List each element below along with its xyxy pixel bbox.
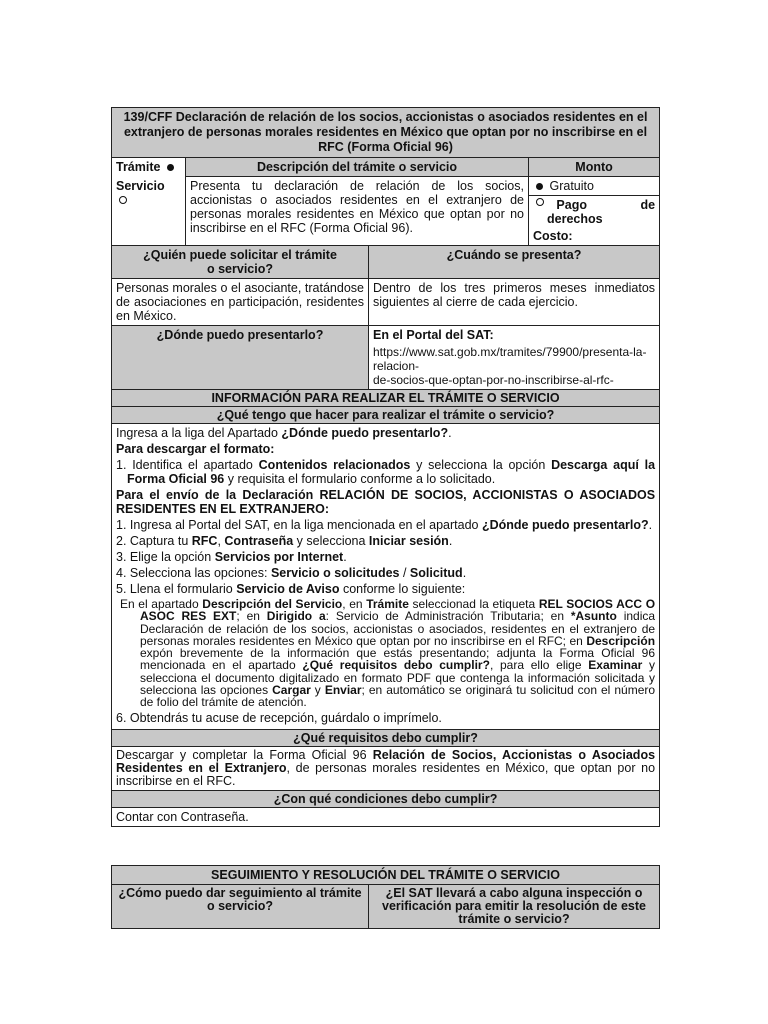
- procedure-sheet: [111, 107, 659, 827]
- followup-section-header: SEGUIMIENTO Y RESOLUCIÓN DEL TRÁMITE O SERVICIO: [112, 866, 660, 885]
- tramite-label: Trámite: [116, 160, 161, 174]
- send-step-6: 6. Obtendrás tu acuse de recepción, guárdalo o imprímelo.: [116, 710, 442, 725]
- followup-question-1: ¿Cómo puedo dar seguimiento al trámite o servicio?: [112, 885, 369, 929]
- send-step-5: 5. Llena el formulario Servicio de Aviso conforme lo siguiente:: [116, 582, 466, 596]
- servicio-label: Servicio: [116, 178, 165, 193]
- who-text: Personas morales o el asociante, tratándose de asociaciones en participación, residentes en México.: [112, 279, 369, 326]
- conditions-header: ¿Con qué condiciones debo cumplir?: [112, 790, 660, 807]
- conditions-text: Contar con Contraseña.: [112, 807, 660, 826]
- send-step-2: 2. Captura tu RFC, Contraseña y selecciona Iniciar sesión.: [116, 534, 453, 548]
- where-cell: [369, 326, 660, 390]
- portal-label: En el Portal del SAT:: [373, 328, 494, 342]
- download-step-1: 1. Identifica el apartado Contenidos relacionados y selecciona la opción Descarga aquí la Forma Oficial 96 y requisita el formulario conforme a lo solicitado.: [116, 458, 656, 486]
- procedure-title: 139/CFF Declaración de relación de los socios, accionistas o asociados residentes en el extranjero de personas morales residentes en México que optan por no inscribirse en el RFC (Forma Oficial 96): [112, 108, 660, 158]
- when-text: Dentro de los tres primeros meses inmediatos siguientes al cierre de cada ejercicio.: [369, 279, 660, 326]
- send-step-4: 4. Selecciona las opciones: Servicio o solicitudes / Solicitud.: [116, 566, 467, 580]
- followup-table: [111, 865, 660, 929]
- gratuito-option: [529, 177, 659, 196]
- info-section-header: INFORMACIÓN PARA REALIZAR EL TRÁMITE O SERVICIO: [112, 390, 660, 407]
- radio-empty-icon: [119, 196, 127, 204]
- steps-cell: [112, 424, 660, 730]
- servicio-option: [112, 177, 186, 246]
- tramite-option: [112, 158, 186, 177]
- monto-header: Monto: [529, 158, 660, 177]
- description-text: Presenta tu declaración de relación de los socios, accionistas o asociados residentes en el extranjero de personas morales residentes en México que optan por no inscribirse en el RFC (Forma Oficial 96).: [186, 177, 529, 246]
- requirements-header: ¿Qué requisitos debo cumplir?: [112, 729, 660, 746]
- requirements-text: Descargar y completar la Forma Oficial 96 Relación de Socios, Accionistas o Asociados Residentes en el Extranjero, de personas morales residentes en México, que optan por no inscribirse en el RFC.: [112, 746, 660, 790]
- who-header: ¿Quién puede solicitar el trámite o servicio?: [112, 246, 369, 279]
- step-intro: Ingresa a la liga del Apartado ¿Dónde puedo presentarlo?.: [116, 426, 452, 440]
- followup-question-2: ¿El SAT llevará a cabo alguna inspección o verificación para emitir la resolución de este trámite o servicio?: [369, 885, 660, 929]
- where-label: ¿Dónde puedo presentarlo?: [112, 326, 369, 390]
- pago-option: [529, 196, 659, 245]
- monto-cell: [529, 177, 660, 246]
- radio-filled-icon: [536, 183, 543, 190]
- costo-label: Costo:: [533, 229, 573, 243]
- followup-section: [111, 865, 659, 929]
- form-instructions: En el apartado Descripción del Servicio, en Trámite seleccionad la etiqueta REL SOCIOS ACC O ASOC RES EXT; en Dirigido a: Servicio de Administración Tributaria; en *Asunto indica Declaración de relación de los socios, accionistas o asociados, residentes en el extranjero de personas morales residentes en México que optan por no inscribirse en el RFC; en Descripción expón brevemente de la información que estás presentando; adjunta la Forma Oficial 96 mencionada en el apartado ¿Qué requisitos debo cumplir?, para ello elige Examinar y selecciona el documento digitalizado en formato PDF que contenga la información solicitada y selecciona las opciones Cargar y Enviar; en automático se originará tu solicitud con el número de folio del trámite de atención.: [120, 597, 656, 710]
- portal-url-line-1: https://www.sat.gob.mx/tramites/79900/presenta-la-relacion-: [373, 345, 647, 373]
- send-step-3: 3. Elige la opción Servicios por Internet.: [116, 550, 347, 564]
- download-header: Para descargar el formato:: [116, 442, 275, 456]
- pago-de-label: Pago de: [556, 198, 656, 212]
- send-header: Para el envío de la Declaración RELACIÓN DE SOCIOS, ACCIONISTAS O ASOCIADOS RESIDENTES EN EL EXTRANJERO:: [116, 488, 656, 516]
- description-header: Descripción del trámite o servicio: [186, 158, 529, 177]
- gratuito-label: Gratuito: [549, 179, 594, 193]
- portal-url-line-2: de-socios-que-optan-por-no-inscribirse-al-rfc-: [373, 373, 614, 387]
- send-step-1: 1. Ingresa al Portal del SAT, en la liga mencionada en el apartado ¿Dónde puedo presentarlo?.: [116, 518, 653, 532]
- radio-empty-icon: [536, 198, 544, 206]
- portal-link[interactable]: [373, 345, 655, 387]
- radio-filled-icon: [167, 164, 174, 171]
- procedure-table: [111, 107, 660, 827]
- when-header: ¿Cuándo se presenta?: [369, 246, 660, 279]
- what-header: ¿Qué tengo que hacer para realizar el trámite o servicio?: [112, 407, 660, 424]
- derechos-label: derechos: [547, 212, 603, 226]
